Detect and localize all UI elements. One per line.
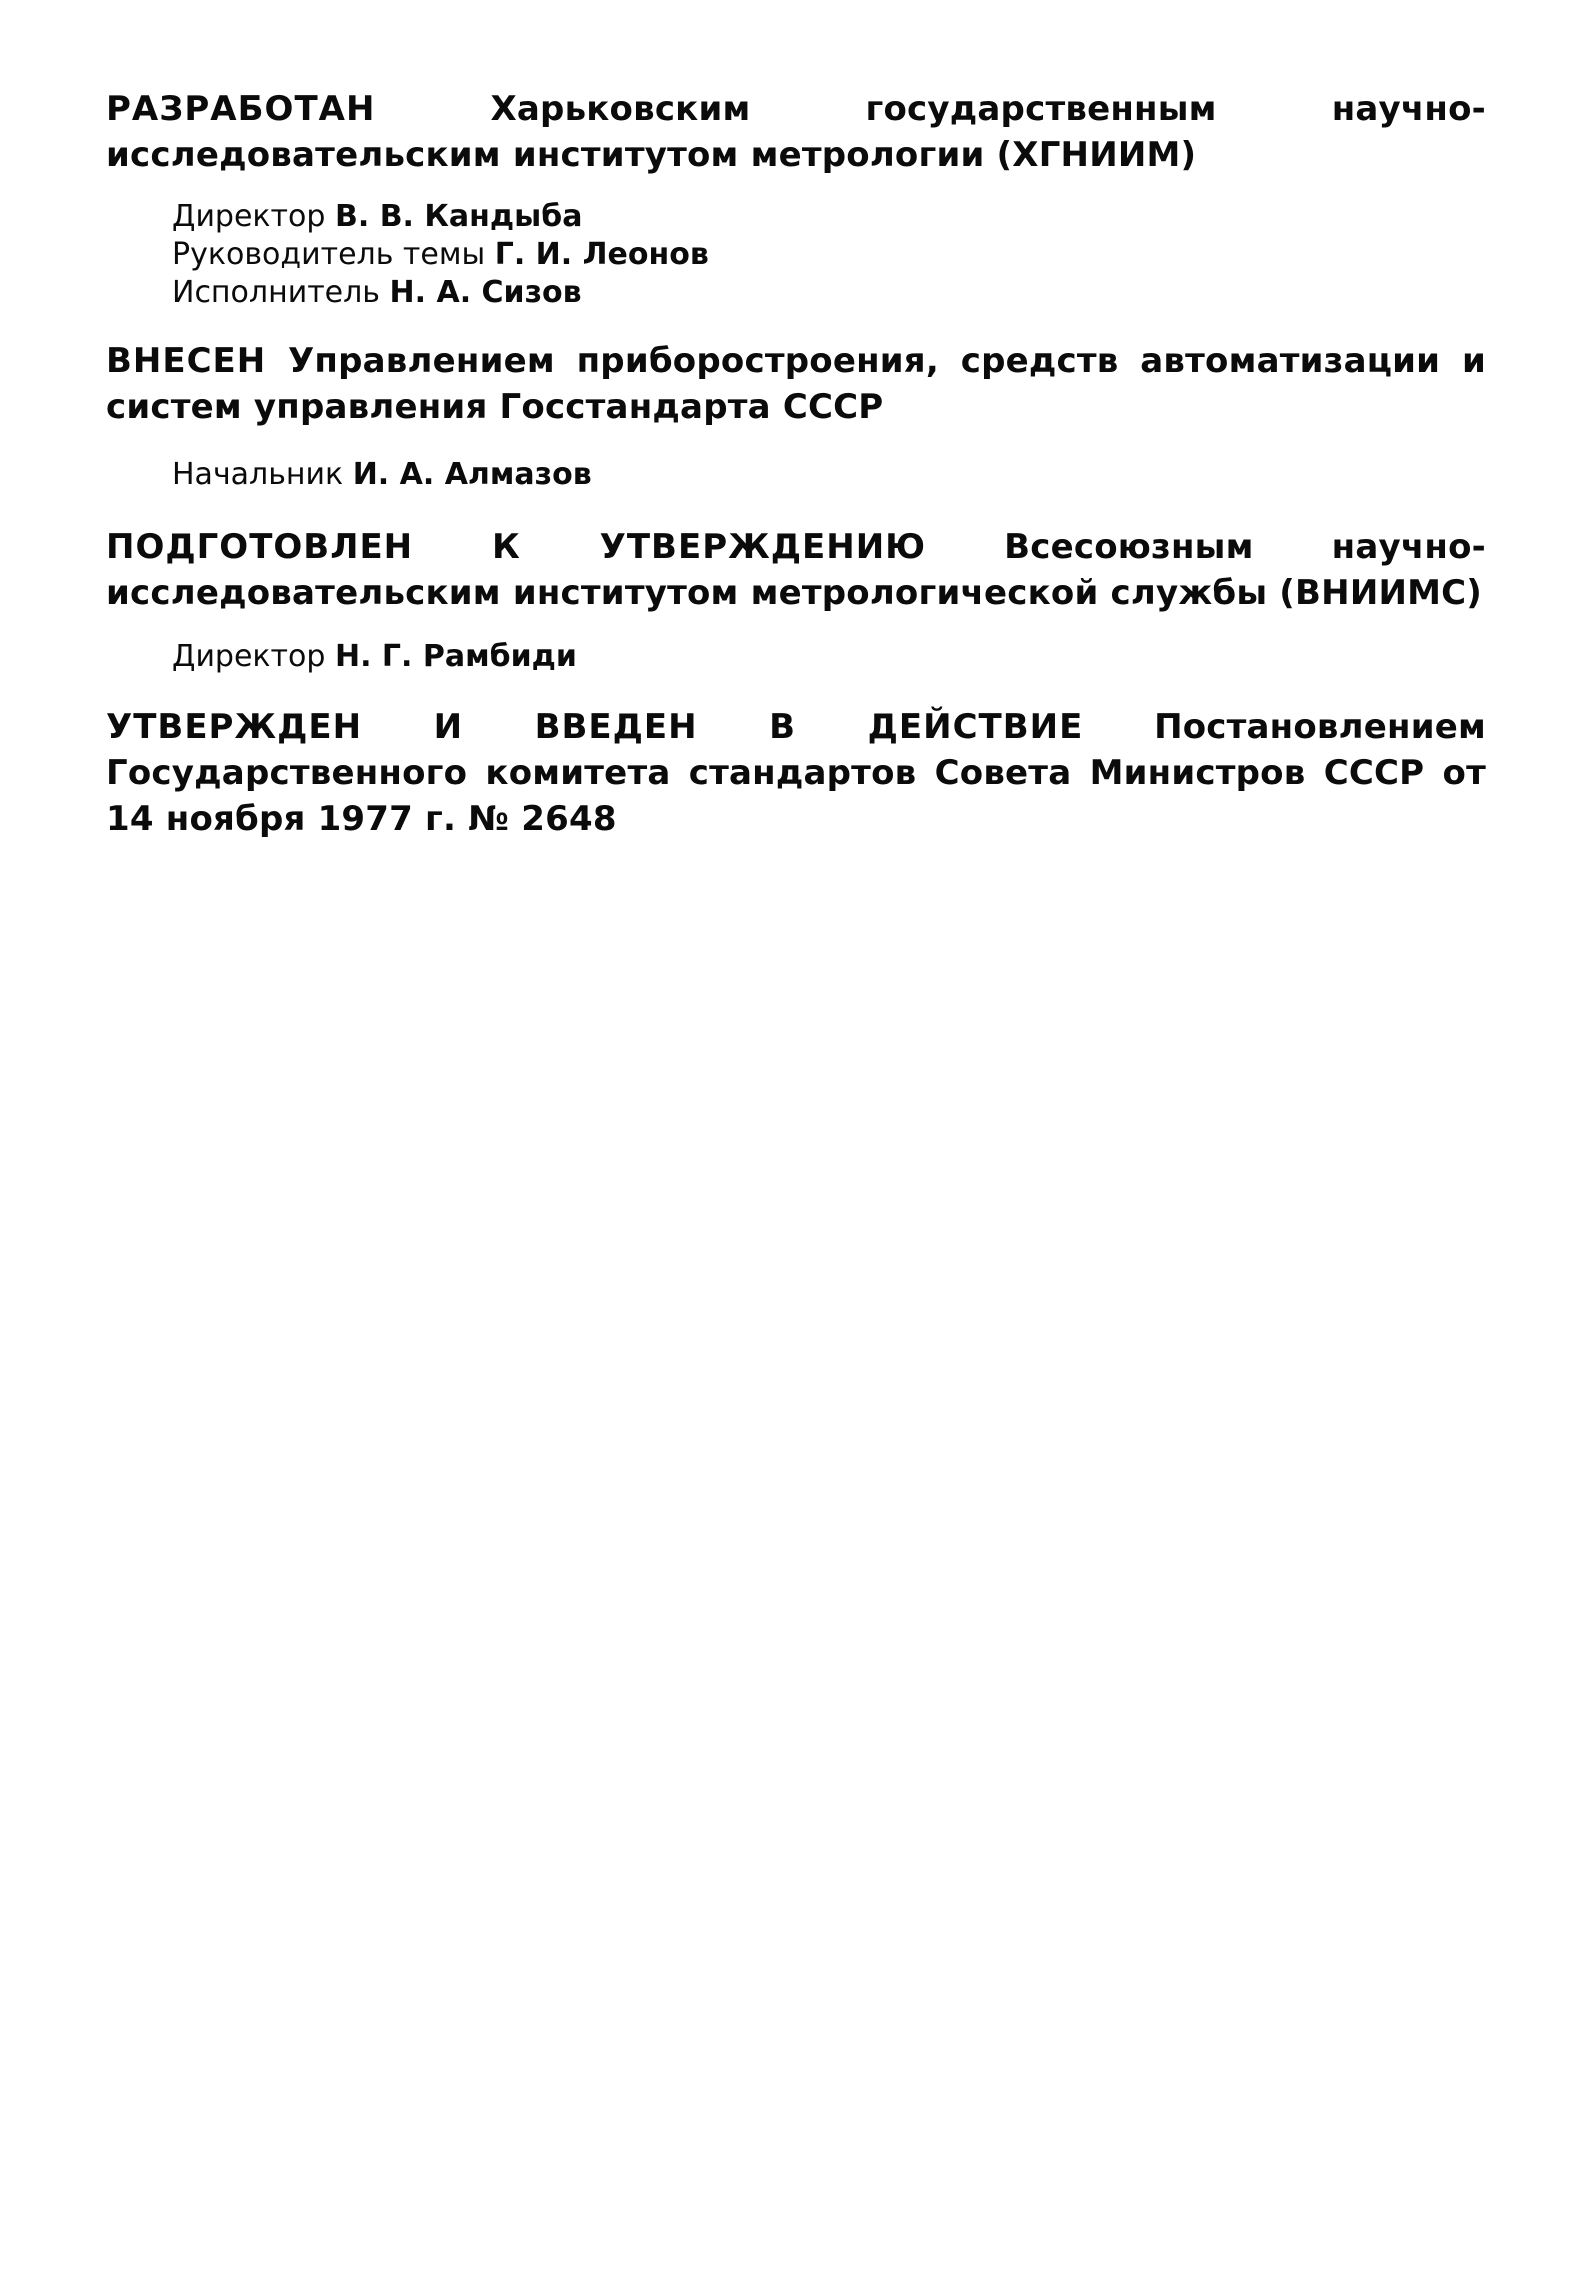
- topic-lead-role: Руководитель темы: [172, 237, 486, 272]
- director-name: В. В. Кандыба: [334, 199, 583, 234]
- vniims-director-name: Н. Г. Рамбиди: [334, 639, 577, 674]
- executor-credit: [172, 274, 1486, 312]
- prepared-for-approval-heading: ПОДГОТОВЛЕН К УТВЕРЖДЕНИЮ: [106, 527, 927, 567]
- approved-heading: УТВЕРЖДЕН И ВВЕДЕН В ДЕЙСТВИЕ: [106, 707, 1084, 747]
- prepared-for-approval-section: [106, 524, 1486, 676]
- prepared-for-approval-paragraph: [106, 524, 1486, 616]
- developed-by-section: [106, 86, 1486, 312]
- head-credit: [172, 456, 1486, 494]
- executor-name: Н. А. Сизов: [389, 275, 582, 310]
- director-credit: [172, 198, 1486, 236]
- approved-decree: Постановлением Государственного комитета стандартов Совета Министров СССР от 14 ноября 1977 г. № 2648: [106, 707, 1486, 839]
- approved-section: [106, 704, 1486, 842]
- prepared-for-approval-organization: Всесоюзным научно-исследовательским институтом метрологической службы (ВНИИМС): [106, 527, 1486, 613]
- topic-lead-credit: [172, 236, 1486, 274]
- developed-by-heading: РАЗРАБОТАН: [106, 89, 376, 129]
- submitted-by-paragraph: [106, 338, 1486, 430]
- submitted-by-organization: Управлением приборостроения, средств автоматизации и систем управления Госстандарта СССР: [106, 341, 1486, 427]
- head-name: И. А. Алмазов: [352, 457, 592, 492]
- document-page: [106, 86, 1486, 842]
- developed-by-people: [106, 198, 1486, 312]
- vniims-director-credit: [172, 638, 1486, 676]
- topic-lead-name: Г. И. Леонов: [494, 237, 709, 272]
- head-role: Начальник: [172, 457, 344, 492]
- submitted-by-people: [106, 456, 1486, 494]
- developed-by-organization: Харьковским государственным научно-исследовательским институтом метрологии (ХГНИИМ): [106, 89, 1486, 175]
- approved-paragraph: [106, 704, 1486, 842]
- vniims-director-role: Директор: [172, 639, 326, 674]
- developed-by-paragraph: [106, 86, 1486, 178]
- submitted-by-heading: ВНЕСЕН: [106, 341, 267, 381]
- executor-role: Исполнитель: [172, 275, 380, 310]
- director-role: Директор: [172, 199, 326, 234]
- submitted-by-section: [106, 338, 1486, 494]
- prepared-for-approval-people: [106, 638, 1486, 676]
